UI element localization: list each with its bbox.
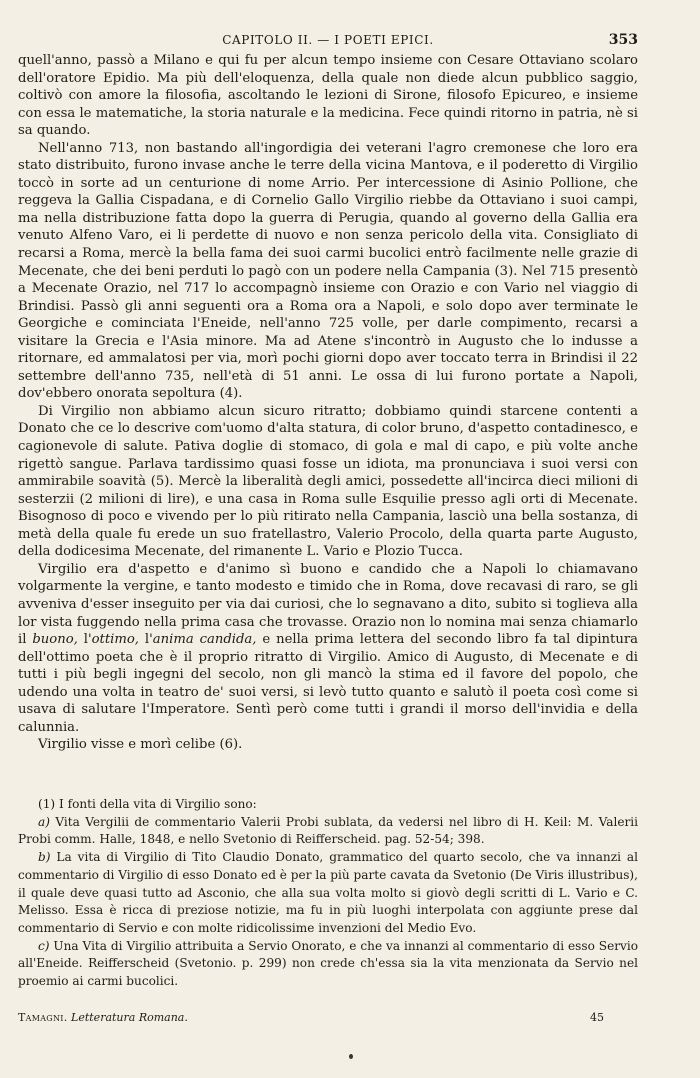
footnotes — [18, 796, 638, 991]
page-number: 353 — [608, 32, 638, 48]
footnote-label-a: a) — [38, 814, 50, 829]
paragraph-4 — [18, 561, 638, 736]
footnote-text-a: Vita Vergilii de commentario Valerii Probi sublata, da vedersi nel libro di H. Keil: M. Valerii Probi comm. Halle, 1848, e nello Svetonio di Reifferscheid. pag. 52-54; 398. — [18, 814, 638, 847]
footnote-text-c: Una Vita di Virgilio attribuita a Servio Onorato, e che va innanzi al commentario di esso Servio all'Eneide. Reifferscheid (Svetonio. p. 299) non crede ch'essa sia la vita menzionata da Servio nel proemio ai carmi bucolici. — [18, 938, 638, 989]
ink-speck — [349, 1054, 353, 1059]
quote-ottimo: ottimo, — [91, 632, 139, 648]
paragraph-4-part-a: Virgilio era d'aspetto e d'animo sì buono e candido che a Napoli lo chiamavano volgarmente la vergine, e tanto modesto e timido che in Roma, dove recavasi di raro, se gli avveniva d'esser inseguito per via dai curiosi, che lo segnavano a dito, subito si toglieva alla lor vista fuggendo nella prima casa che trovasse. Orazio non lo nomina mai senza chiamarlo il — [18, 561, 638, 648]
quote-buono: buono, — [32, 632, 78, 648]
page-footer — [18, 1011, 638, 1027]
footer-imprint — [18, 1011, 188, 1024]
footnote-1-heading: (1) I fonti della vita di Virgilio sono: — [38, 797, 257, 811]
footnote-label-c: c) — [38, 938, 50, 953]
footnote-1-b — [18, 849, 638, 938]
footnote-1-c — [18, 938, 638, 991]
paragraph-4-part-b: e nella prima lettera del secondo libro fa tal dipintura dell'ottimo poeta che è il proprio ritratto di Virgilio. Amico di Augusto, di Mecenate e di tutti i più begli ingegni del secolo, non gli mancò la stima ed il favore del popolo, che udendo una volta in teatro de' suoi versi, si levò tutto quanto e salutò il poeta così come si usava di salutare l'Imperatore. Sentì però come tutti i grandi il morso dell'invidia e della calunnia. — [18, 632, 638, 735]
footnote-1-a — [18, 814, 638, 849]
footer-work-title: Letteratura Romana. — [71, 1011, 188, 1024]
running-header — [18, 32, 638, 50]
paragraph-2: Nell'anno 713, non bastando all'ingordigia dei veterani l'agro cremonese che loro era stato distribuito, furono invase anche le terre della vicina Mantova, e il poderetto di Virgilio toccò in sorte ad un centurione di nome Arrio. Per intercessione di Asinio Pollione, che reggeva la Gallia Cispadana, e di Cornelio Gallo Virgilio riebbe da Ottaviano i suoi campi, ma nella distribuzione fatta dopo la guerra di Perugia, quando al governo della Gallia era venuto Alfeno Varo, ei li perdette di nuovo e non senza pericolo della vita. Consigliato di recarsi a Roma, mercè la bella fama dei suoi carmi bucolici entrò facilmente nelle grazie di Mecenate, che dei beni perduti lo pagò con un podere nella Campania (3). Nel 715 presentò a Mecenate Orazio, nel 717 lo accompagnò insieme con Orazio e con Vario nel viaggio di Brindisi. Passò gli anni seguenti ora a Roma ora a Napoli, e solo dopo aver terminate le Georgiche e cominciata l'Eneide, nell'anno 725 volle, per darle compimento, recarsi a visitare la Grecia e l'Asia minore. Ma ad Atene s'incontrò in Augusto che lo indusse a ritornare, ed ammalatosi per via, morì pochi giorni dopo aver toccato terra in Brindisi il 22 settembre dell'anno 735, nell'età di 51 anni. Le ossa di lui furono portate a Napoli, dov'ebbero onorata sepoltura (4). — [18, 140, 638, 402]
paragraph-5: Virgilio visse e morì celibe (6). — [38, 737, 243, 753]
article-l-2: l' — [144, 632, 153, 648]
quote-anima-candida: anima candida, — [152, 632, 257, 648]
running-title: CAPITOLO II. — I POETI EPICI. — [222, 33, 434, 47]
footnote-text-b: La vita di Virgilio di Tito Claudio Donato, grammatico del quarto secolo, che va innanzi al commentario di Virgilio di esso Donato ed è per la più parte cavata da Svetonio (De Viris illustribus), il quale deve quasi tutto ad Asconio, che alla sua volta molto si giovò degli scritti di L. Vario e C. Melisso. Essa è ricca di preziose notizie, ma fu in più luoghi interpolata con aggiunte prese dal commentario di Servio e con molte ridicolissime invenzioni del Medio Evo. — [18, 850, 638, 935]
signature-mark: 45 — [590, 1011, 604, 1024]
paragraph-3: Di Virgilio non abbiamo alcun sicuro ritratto; dobbiamo quindi starcene contenti a Donato che ce lo descrive com'uomo d'alta statura, di color bruno, d'aspetto contadinesco, e cagionevole di salute. Pativa doglie di stomaco, di gola e mal di capo, e più volte anche rigettò sangue. Parlava tardissimo quasi fosse un idiota, ma pronunciava i suoi versi con ammirabile soavità (5). Mercè la liberalità degli amici, possedette all'incirca dieci milioni di sesterzii (2 milioni di lire), e una casa in Roma sulle Esquilie presso agli orti di Mecenate. Bisognoso di poco e vivendo per lo più ritirato nella Campania, lasciò una bella sostanza, di metà della quale fu erede un suo fratellastro, Valerio Procolo, della quarta parte Augusto, della dodicesima Mecenate, del rimanente L. Vario e Plozio Tucca. — [18, 403, 638, 560]
article-l-1: l' — [83, 632, 92, 648]
footer-author: Tamagni. — [18, 1011, 68, 1024]
footnote-label-b: b) — [38, 850, 51, 865]
paragraph-1: quell'anno, passò a Milano e qui fu per alcun tempo insieme con Cesare Ottaviano scolaro dell'oratore Epidio. Ma più dell'eloquenza, della quale non diede alcun pubblico saggio, coltivò con amore la filosofia, ascoltando le lezioni di Sirone, filosofo Epicureo, e insieme con essa le matematiche, la storia naturale e la medicina. Fece quindi ritorno in patria, nè si sa quando. — [18, 53, 638, 139]
main-text — [18, 52, 638, 754]
